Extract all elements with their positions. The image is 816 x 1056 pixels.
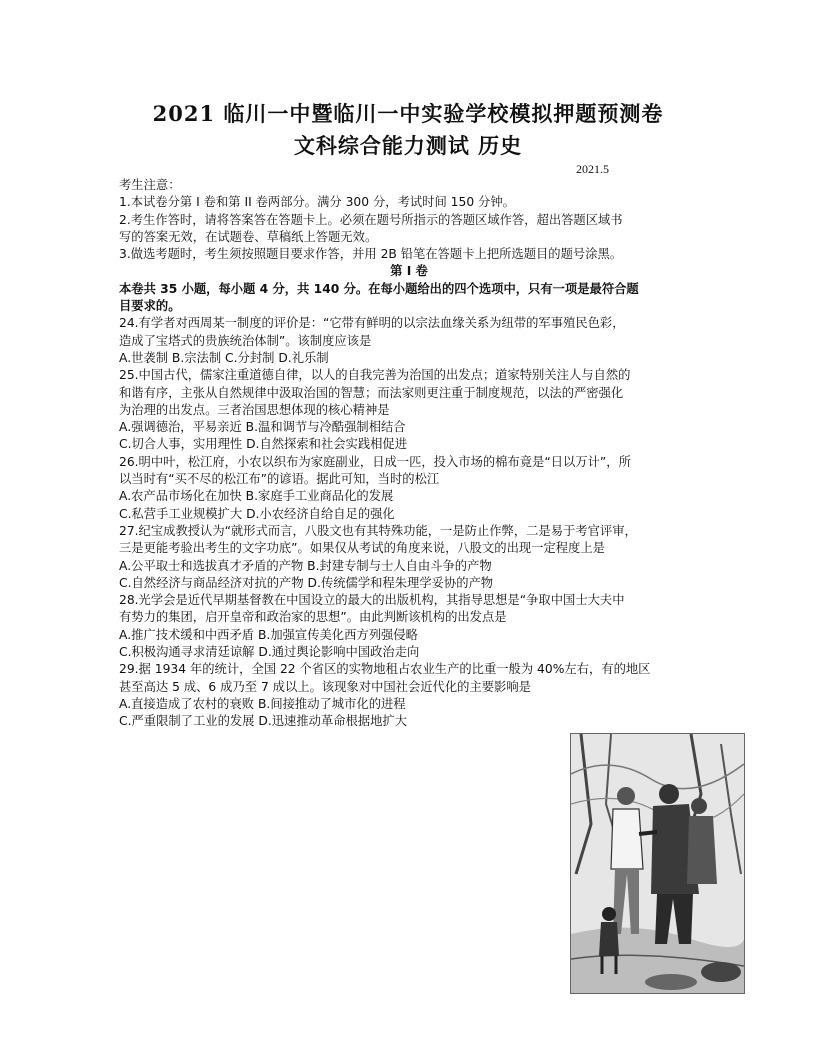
question-options: C.严重限制了工业的发展 D.迅速推动革命根据地扩大 (119, 714, 408, 729)
section-title: 第 I 卷 (390, 264, 428, 279)
question-options: C.私营手工业规模扩大 D.小农经济自给自足的强化 (119, 506, 395, 521)
question-options: A.农产品市场化在加快 B.家庭手工业商品化的发展 (119, 489, 394, 504)
question-stem: 甚至高达 5 成、6 成乃至 7 成以上。该现象对中国社会近代化的主要影响是 (119, 679, 531, 694)
question-options: A.直接造成了农村的衰败 B.间接推动了城市化的进程 (119, 696, 406, 711)
question-stem: 为治理的出发点。三者治国思想体现的核心精神是 (119, 402, 390, 417)
illustration-drawing (571, 734, 744, 993)
exam-body (119, 177, 699, 731)
question-options: C.自然经济与商品经济对抗的产物 D.传统儒学和程朱理学妥协的产物 (119, 575, 494, 590)
question-stem: 24.有学者对西周某一制度的评价是：“它带有鲜明的以宗法血缘关系为纽带的军事殖民色彩， (119, 316, 625, 331)
exam-title: 2021 临川一中暨临川一中实验学校模拟押题预测卷 (152, 101, 664, 126)
question-options: A.世袭制 B.宗法制 C.分封制 D.礼乐制 (119, 350, 329, 365)
question-stem: 29.据 1934 年的统计，全国 22 个省区的实物地租占农业生产的比重一般为 40%左右，有的地区 (119, 662, 651, 677)
notice-line: 3.做选考题时，考生须按照题目要求作答，并用 2B 铅笔在答题卡上把所选题目的题号涂黑。 (119, 247, 623, 262)
question-stem: 25.中国古代，儒家注重道德自律，以人的自我完善为治国的出发点；道家特别关注人与自然的 (119, 368, 631, 383)
notice-line: 2.考生作答时，请将答案答在答题卡上。必须在题号所指示的答题区域作答，超出答题区域书 (119, 212, 623, 227)
section-instructions: 本卷共 35 小题，每小题 4 分，共 140 分。在每小题给出的四个选项中，只有一项是最符合题 (119, 281, 639, 296)
question-options: C.积极沟通寻求清廷谅解 D.通过舆论影响中国政治走向 (119, 645, 420, 660)
question-options: A.强调德治，平易亲近 B.温和调节与冷酷强制相结合 (119, 420, 406, 435)
question-stem: 27.纪宝成教授认为“就形式而言，八股文也有其特殊功能，一是防止作弊，二是易于考官评审， (119, 523, 637, 538)
notice-heading: 考生注意： (119, 178, 181, 192)
exam-date: 2021.5 (576, 162, 609, 176)
question-stem: 三是更能考验出考生的文字功底”。如果仅从考试的角度来说，八股文的出现一定程度上是 (119, 541, 605, 556)
question-stem: 26.明中叶，松江府，小农以织布为家庭副业，日成一匹，投入市场的棉布竟是“日以万计”，所 (119, 454, 631, 469)
exam-subtitle: 文科综合能力测试 历史 (293, 133, 523, 158)
notice-line: 1.本试卷分第 I 卷和第 II 卷两部分。满分 300 分，考试时间 150 分钟。 (119, 195, 515, 210)
notice-line: 写的答案无效，在试题卷、草稿纸上答题无效。 (119, 229, 378, 244)
question-stem: 以当时有“买不尽的松江布”的谚语。据此可知，当时的松江 (119, 472, 440, 487)
question-stem: 和谐有序，主张从自然规律中汲取治国的智慧；而法家则更注重于制度规范，以法的严密强化 (119, 385, 624, 400)
section-instructions: 目要求的。 (119, 299, 181, 314)
question-options: A.推广技术缓和中西矛盾 B.加强宣传美化西方列强侵略 (119, 627, 418, 642)
question-stem: 28.光学会是近代早期基督教在中国设立的最大的出版机构，其指导思想是“争取中国士大夫中 (119, 593, 625, 608)
question-stem: 有势力的集团，启开皇帝和政治家的思想”。由此判断该机构的出发点是 (119, 610, 507, 625)
question-stem: 造成了宝塔式的贵族统治体制”。该制度应该是 (119, 333, 372, 348)
question-options: C.切合人事，实用理性 D.自然探索和社会实践相促进 (119, 437, 408, 452)
illustration-image (570, 733, 745, 994)
question-options: A.公平取士和选拔真才矛盾的产物 B.封建专制与士人自由斗争的产物 (119, 558, 492, 573)
